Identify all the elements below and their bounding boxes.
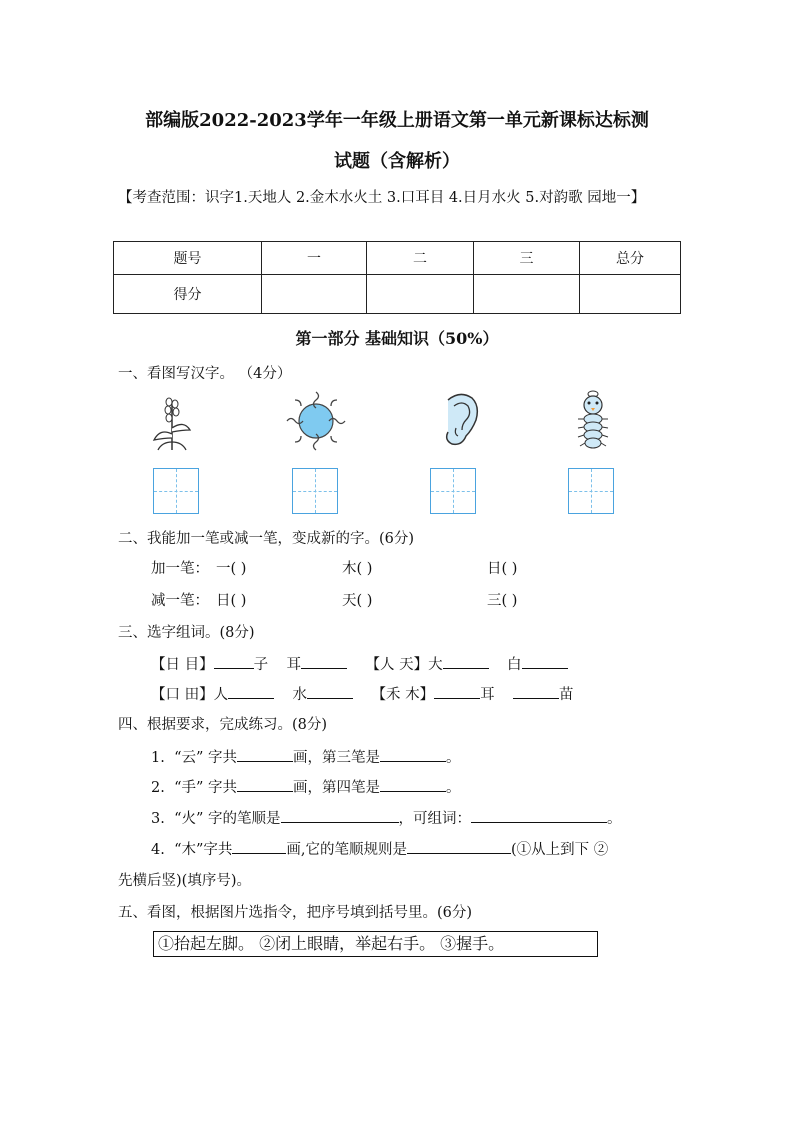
document-title-line2: 试题（含解析） xyxy=(334,151,460,172)
score-cell[interactable] xyxy=(367,275,474,314)
q3-heading: 三、选字组词。(8分) xyxy=(118,625,255,641)
q2-add-label: 加一笔： xyxy=(151,561,209,577)
answer-blank[interactable] xyxy=(380,777,446,792)
writing-grid-box[interactable] xyxy=(292,468,338,514)
answer-blank[interactable] xyxy=(228,684,274,699)
q3-char-group: 【禾 木】 xyxy=(371,687,435,703)
q3-char: 耳 xyxy=(480,687,495,703)
sun-icon xyxy=(283,388,349,454)
ear-icon xyxy=(438,390,482,450)
q3-char-group: 【口 田】 xyxy=(151,687,214,703)
q3-char-group: 【日 目】 xyxy=(151,657,214,673)
q4-text: ，可组词： xyxy=(398,811,471,827)
q4-text: 。 xyxy=(607,811,622,827)
part1-heading: 第一部分 基础知识（50%） xyxy=(295,329,499,348)
writing-grid-box[interactable] xyxy=(568,468,614,514)
rice-plant-icon xyxy=(150,394,194,452)
answer-blank[interactable] xyxy=(380,747,446,762)
answer-blank[interactable] xyxy=(237,747,293,762)
q4-heading: 四、根据要求，完成练习。(8分) xyxy=(118,717,328,733)
q4-item-1 xyxy=(151,746,461,767)
q2-add-item: 日( ) xyxy=(487,561,518,577)
q5-heading: 五、看图，根据图片选指令，把序号填到括号里。(6分) xyxy=(118,905,473,921)
answer-blank[interactable] xyxy=(214,654,254,669)
q3-char: 苗 xyxy=(559,687,574,703)
q3-char: 子 xyxy=(253,657,269,673)
item-number: 3. xyxy=(151,811,165,827)
q2-sub-item: 日( ) xyxy=(216,593,247,609)
q4-text: 。 xyxy=(446,750,461,766)
score-table-header: 二 xyxy=(367,242,474,275)
answer-blank[interactable] xyxy=(407,839,511,854)
q4-text: 。 xyxy=(446,780,461,796)
score-table xyxy=(113,241,681,314)
q1-heading: 一、看图写汉字。 （4分） xyxy=(118,366,292,382)
score-cell[interactable] xyxy=(580,275,681,314)
score-table-header: 总分 xyxy=(580,242,681,275)
answer-blank[interactable] xyxy=(513,684,559,699)
document-title-line1: 部编版2022-2023学年一年级上册语文第一单元新课标达标测 xyxy=(145,110,649,131)
answer-blank[interactable] xyxy=(471,808,607,823)
q4-text: 画，第三笔是 xyxy=(293,750,380,766)
item-number: 2. xyxy=(151,780,165,796)
exam-scope: 【考查范围：识字1.天地人 2.金木水火土 3.口耳目 4.日月水火 5.对韵歌 园地一】 xyxy=(118,190,646,206)
q2-heading: 二、我能加一笔或减一笔，变成新的字。(6分) xyxy=(118,531,415,547)
answer-blank[interactable] xyxy=(307,684,353,699)
writing-grid-box[interactable] xyxy=(153,468,199,514)
q3-row1 xyxy=(151,653,568,674)
q2-sub-item: 三( ) xyxy=(487,593,518,609)
q4-text: “云” 字共 xyxy=(174,750,237,766)
writing-grid-box[interactable] xyxy=(430,468,476,514)
q4-text: 画,它的笔顺规则是 xyxy=(286,842,407,858)
item-number: 1. xyxy=(151,750,165,766)
q4-text: “木”字共 xyxy=(174,842,233,858)
q3-char: 水 xyxy=(292,687,308,703)
answer-blank[interactable] xyxy=(301,654,347,669)
score-cell[interactable] xyxy=(262,275,367,314)
answer-blank[interactable] xyxy=(443,654,489,669)
answer-blank[interactable] xyxy=(281,808,399,823)
answer-blank[interactable] xyxy=(237,777,293,792)
q3-char: 耳 xyxy=(286,657,302,673)
q4-item-3 xyxy=(151,807,622,828)
insect-icon xyxy=(570,388,616,452)
q3-char: 人 xyxy=(213,687,229,703)
q4-item-2 xyxy=(151,776,461,797)
q5-options-box: ①抬起左脚。 ②闭上眼睛，举起右手。 ③握手。 xyxy=(153,931,598,957)
score-table-header: 题号 xyxy=(114,242,262,275)
q4-item-4 xyxy=(151,838,608,859)
q2-add-item: 一( ) xyxy=(216,561,247,577)
score-row-label: 得分 xyxy=(114,275,262,314)
q4-text: “手” 字共 xyxy=(174,780,237,796)
q4-text: 画，第四笔是 xyxy=(293,780,380,796)
q3-char-group: 【人 天】 xyxy=(365,657,429,673)
score-table-header: 一 xyxy=(262,242,367,275)
item-number: 4. xyxy=(151,842,165,858)
q2-add-item: 木( ) xyxy=(342,561,373,577)
q3-char: 白 xyxy=(507,657,522,673)
score-table-header: 三 xyxy=(474,242,580,275)
score-cell[interactable] xyxy=(474,275,580,314)
q3-char: 大 xyxy=(428,657,443,673)
q4-text: (①从上到下 ② xyxy=(511,842,609,858)
q3-row2 xyxy=(151,683,574,704)
q4-text: “火” 字的笔顺是 xyxy=(174,811,281,827)
q2-sub-item: 天( ) xyxy=(342,593,373,609)
q4-item-4-continued: 先横后竖)(填序号)。 xyxy=(118,873,251,889)
answer-blank[interactable] xyxy=(434,684,480,699)
answer-blank[interactable] xyxy=(232,839,286,854)
answer-blank[interactable] xyxy=(522,654,568,669)
q2-sub-label: 减一笔： xyxy=(151,593,209,609)
